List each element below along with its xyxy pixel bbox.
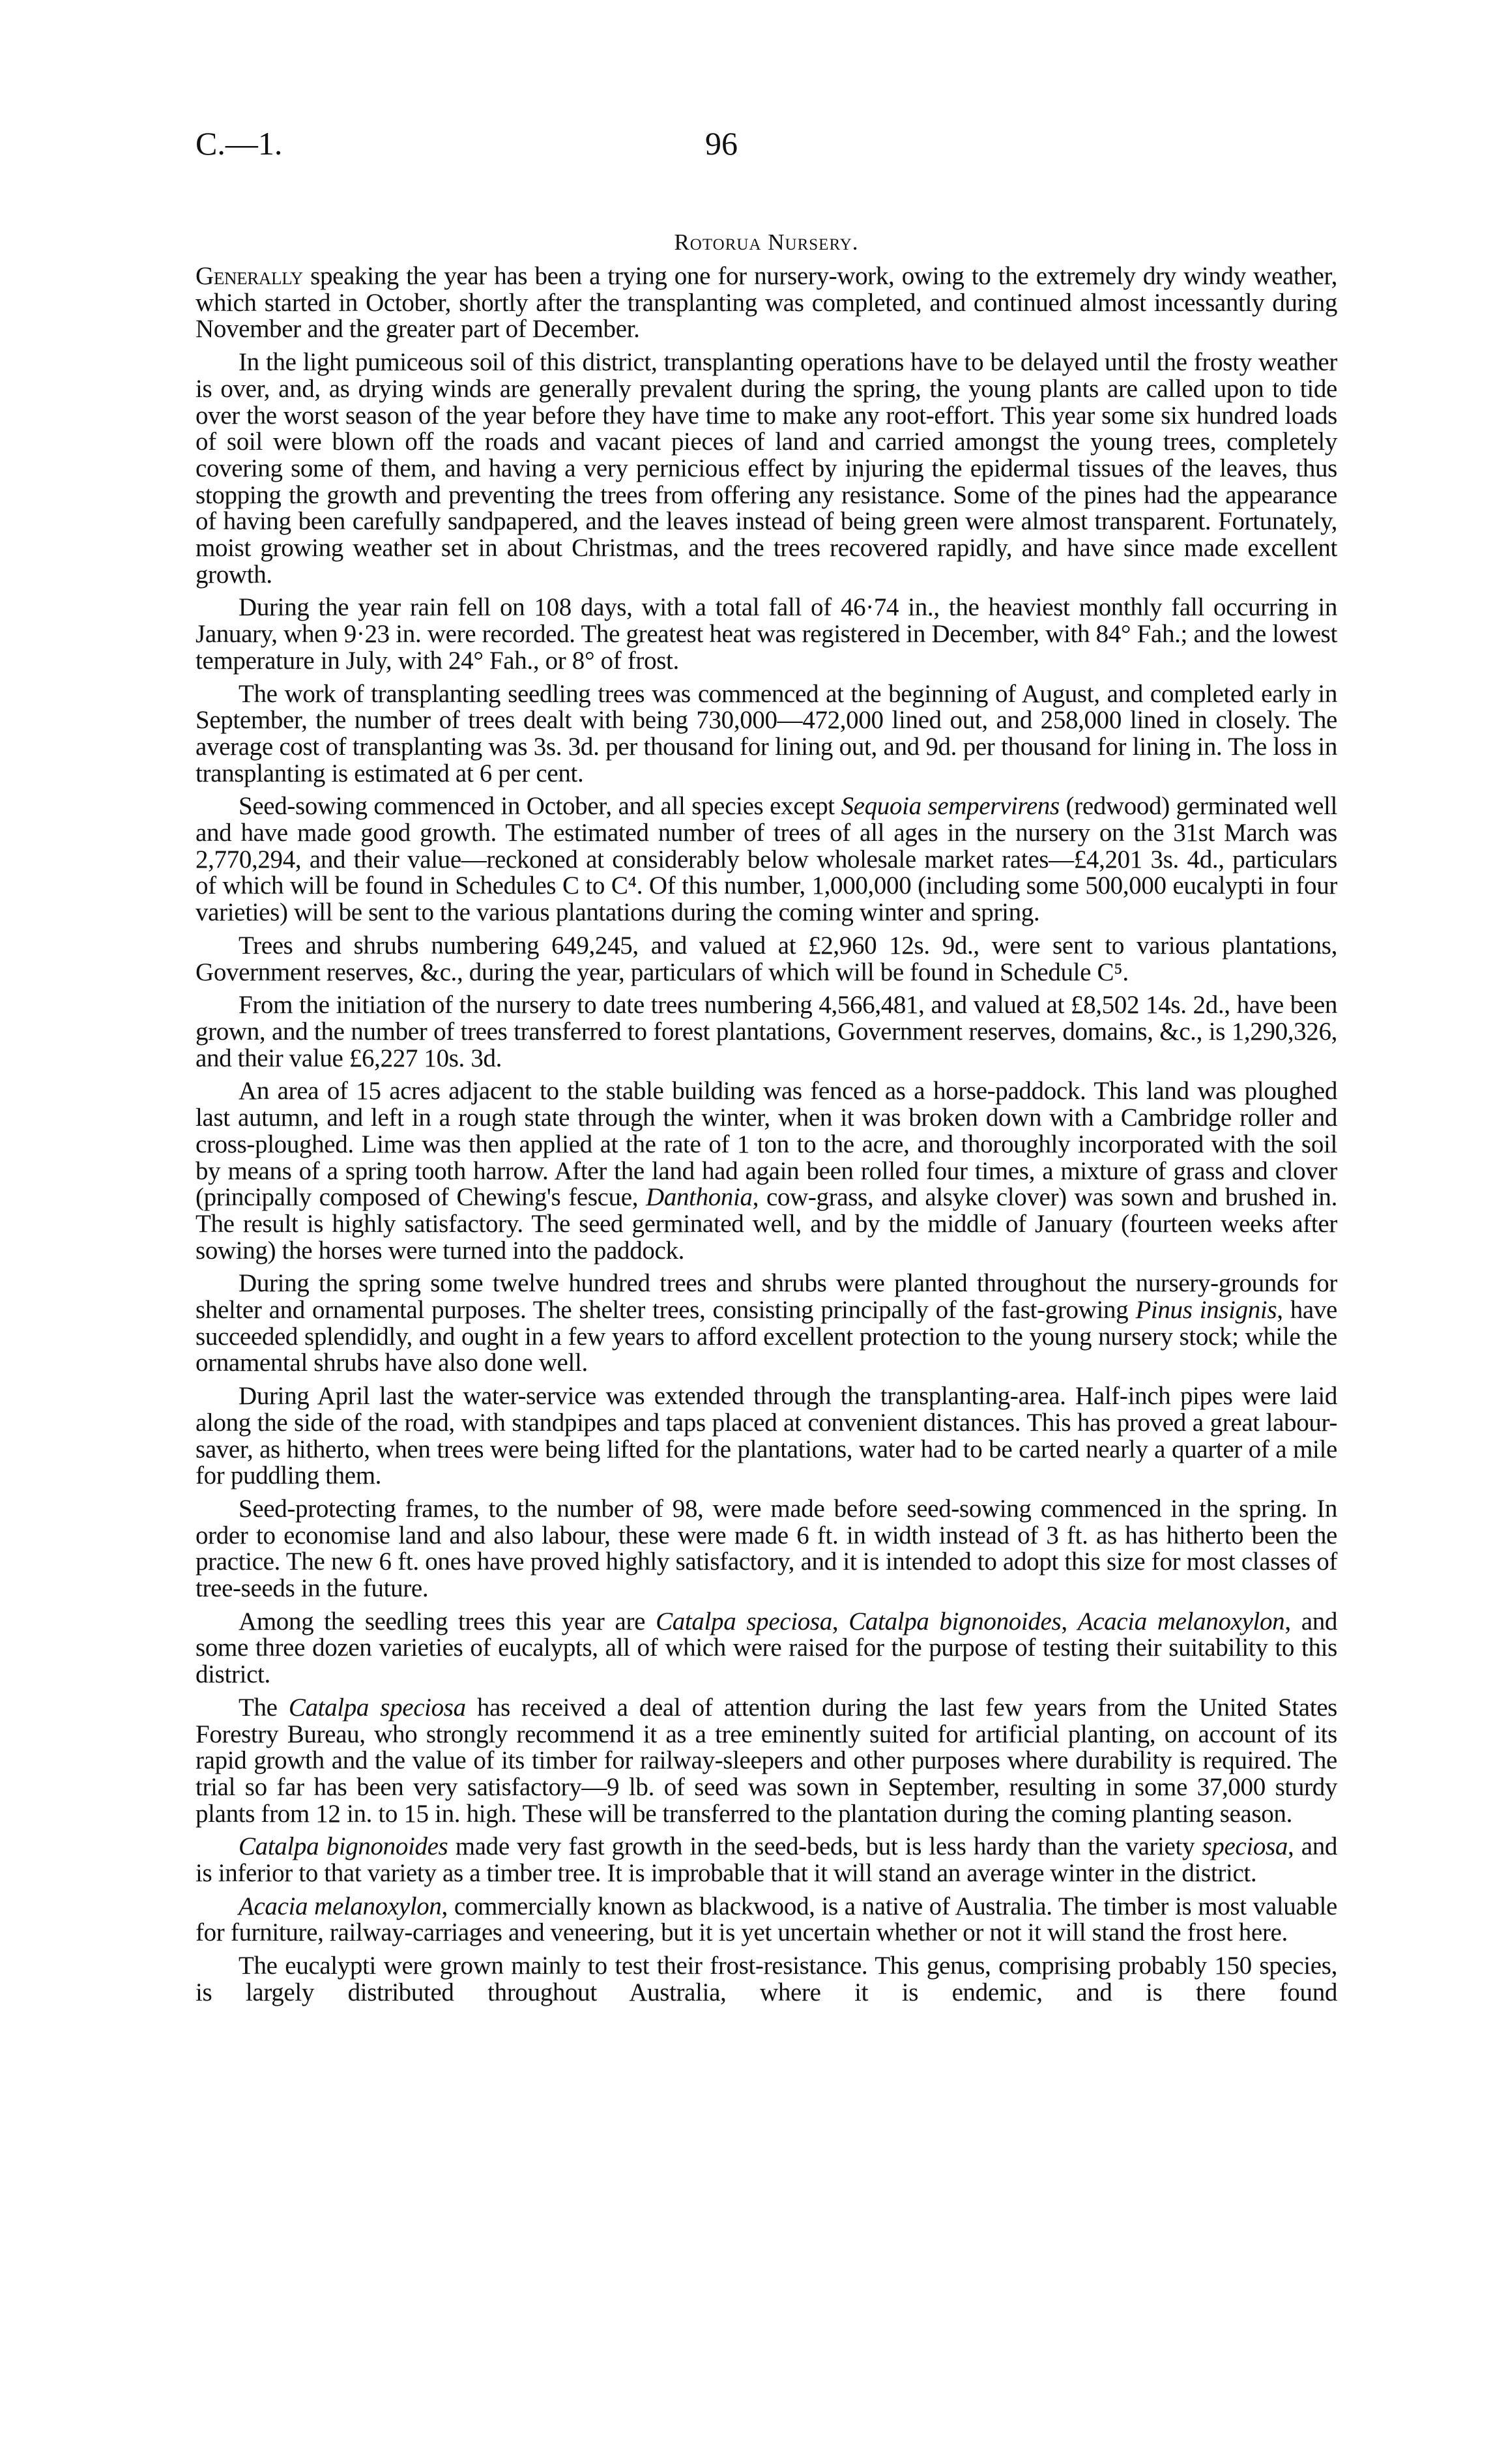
text-run: , cow-grass, and alsyke clover) was sown and brushed in. The result is highly satisfactory. The seed germinated well, and by the middle of January (fourteen weeks after sowing) the horses were turned into the paddock. [196, 1183, 1337, 1265]
paragraph [196, 1953, 1337, 2006]
text-run: During the spring some twelve hundred trees and shrubs were planted throughout the nursery-grounds for shelter and ornamental purposes. The shelter trees, consisting principally of the fast-growing [196, 1269, 1337, 1325]
paragraph [196, 1695, 1337, 1828]
text-run: Generally [196, 262, 303, 290]
text-run: made very fast growth in the seed-beds, but is less hardy than the variety [448, 1832, 1202, 1861]
paragraph [196, 1078, 1337, 1264]
italic-term: Catalpa speciosa [656, 1607, 832, 1635]
text-run: In the light pumiceous soil of this district, transplanting operations have to be delayed until the frosty weather is over, and, as drying winds are generally prevalent during the spring, the young plants are called upon to tide over the worst season of the year before they have time to make any root-effort. This year some six hundred loads of soil were blown off the roads and vacant pieces of land and carried amongst the young trees, completely covering some of them, and having a very pernicious effect by injuring the epidermal tissues of the leaves, thus stopping the growth and preventing the trees from offering any resistance. Some of the pines had the appearance of having been carefully sandpapered, and the leaves instead of being green were almost transparent. Fortunately, moist growing weather set in about Christmas, and the trees recovered rapidly, and have since made excellent growth. [196, 348, 1337, 589]
paragraph [196, 933, 1337, 986]
body-text [196, 263, 1337, 2013]
text-run: speaking the year has been a trying one for nursery-work, owing to the extremely dry windy weather, which started in October, shortly after the transplanting was completed, and continued almost incessantly during November and the greater part of December. [196, 262, 1337, 344]
text-run: During the year rain fell on 108 days, with a total fall of 46·74 in., the heaviest monthly fall occurring in January, when 9·23 in. were recorded. The greatest heat was registered in December, with 84° Fah.; and the lowest temperature in July, with 24° Fah., or 8° of frost. [196, 593, 1337, 675]
text-run: The work of transplanting seedling trees was commenced at the beginning of August, and completed early in September, the number of trees dealt with being 730,000—472,000 lined out, and 258,000 lined in closely. The average cost of transplanting was 3s. 3d. per thousand for lining out, and 9d. per thousand for lining in. The loss in transplanting is estimated at 6 per cent. [196, 679, 1337, 787]
paragraph [196, 1496, 1337, 1602]
text-run: During April last the water-service was extended through the transplanting-area. Half-inch pipes were laid along the side of the road, with standpipes and taps placed at convenient distances. This has proved a great labour-saver, as hitherto, when trees were being lifted for the plantations, water had to be carted nearly a quarter of a mile for puddling them. [196, 1382, 1337, 1490]
italic-term: Acacia melanoxylon [239, 1892, 442, 1920]
text-run: Trees and shrubs numbering 649,245, and valued at £2,960 12s. 9d., were sent to various plantations, Government reserves, &c., during the year, particulars of which will be found in Schedule C⁵. [196, 931, 1337, 986]
document-code: C.—1. [196, 125, 283, 162]
text-run: , [832, 1607, 849, 1635]
paragraph [196, 1834, 1337, 1886]
paragraph [196, 1383, 1337, 1489]
text-run: , and is inferior to that variety as a timber tree. It is improbable that it will stand an average winter in the district. [196, 1832, 1337, 1888]
paragraph [196, 1609, 1337, 1688]
text-run: From the initiation of the nursery to date trees numbering 4,566,481, and valued at £8,502 14s. 2d., have been grown, and the number of trees transferred to forest plantations, Government reserves, domains, &c., is 1,290,326, and their value £6,227 10s. 3d. [196, 991, 1337, 1072]
text-run: , [1061, 1607, 1078, 1635]
page-number: 96 [705, 125, 738, 162]
text-run: Seed-sowing commenced in October, and all species except [239, 792, 841, 821]
italic-term: Acacia melanoxylon [1077, 1607, 1285, 1635]
italic-term: Catalpa bignonoides [848, 1607, 1062, 1635]
text-run: Among the seedling trees this year are [239, 1607, 656, 1635]
paragraph [196, 1270, 1337, 1377]
text-run: The eucalypti were grown mainly to test their frost-resistance. This genus, comprising probably 150 species, is largely distributed throughout Australia, where it is endemic, and is there found [196, 1952, 1337, 2006]
italic-term: Pinus insignis [1135, 1296, 1277, 1325]
paragraph [196, 992, 1337, 1072]
text-run: , and some three dozen varieties of eucalypts, all of which were raised for the purpose of testing their suitability to this district. [196, 1607, 1337, 1689]
paragraph [196, 594, 1337, 674]
italic-term: speciosa [1202, 1832, 1288, 1861]
text-run: , commercially known as blackwood, is a native of Australia. The timber is most valuable for furniture, railway-carriages and veneering, but it is yet uncertain whether or not it will stand the frost here. [196, 1892, 1337, 1947]
text-run: An area of 15 acres adjacent to the stable building was fenced as a horse-paddock. This land was ploughed last autumn, and left in a rough state through the winter, when it was broken down with a Cambridge roller and cross-ploughed. Lime was then applied at the rate of 1 ton to the acre, and thoroughly incorporated with the soil by means of a spring tooth harrow. After the land had again been rolled four times, a mixture of grass and clover (principally composed of Chewing's fescue, [196, 1077, 1337, 1212]
italic-term: Sequoia sempervirens [841, 792, 1060, 821]
paragraph [196, 681, 1337, 787]
paragraph [196, 263, 1337, 343]
text-run: (redwood) germinated well and have made good growth. The estimated number of trees of all ages in the nursery on the 31st March was 2,770,294, and their value—reckoned at considerably below wholesale market rates—£4,201 3s. 4d., particulars of which will be found in Schedules C to C⁴. Of this number, 1,000,000 (including some 500,000 eucalypti in four varieties) will be sent to the various plantations during the coming winter and spring. [196, 792, 1337, 927]
text-run: , have succeeded splendidly, and ought in a few years to afford excellent protection to the young nursery stock; while the ornamental shrubs have also done well. [196, 1296, 1337, 1377]
text-run: The [239, 1693, 289, 1722]
section-title: Rotorua Nursery. [674, 229, 859, 255]
paragraph [196, 349, 1337, 588]
italic-term: Catalpa bignonoides [239, 1832, 448, 1861]
italic-term: Danthonia [646, 1183, 753, 1212]
italic-term: Catalpa speciosa [288, 1693, 466, 1722]
text-run: Seed-protecting frames, to the number of 98, were made before seed-sowing commenced in the spring. In order to economise land and also labour, these were made 6 ft. in width instead of 3 ft. as has hitherto been the practice. The new 6 ft. ones have proved highly satisfactory, and it is intended to adopt this size for most classes of tree-seeds in the future. [196, 1494, 1337, 1603]
text-run: has received a deal of attention during the last few years from the United States Forestry Bureau, who strongly recommend it as a tree eminently suited for artificial planting, on account of its rapid growth and the value of its timber for railway-sleepers and other purposes where durability is required. The trial so far has been very satisfactory—9 lb. of seed was sown in September, resulting in some 37,000 sturdy plants from 12 in. to 15 in. high. These will be transferred to the plantation during the coming planting season. [196, 1693, 1337, 1828]
paragraph [196, 793, 1337, 926]
paragraph [196, 1894, 1337, 1946]
